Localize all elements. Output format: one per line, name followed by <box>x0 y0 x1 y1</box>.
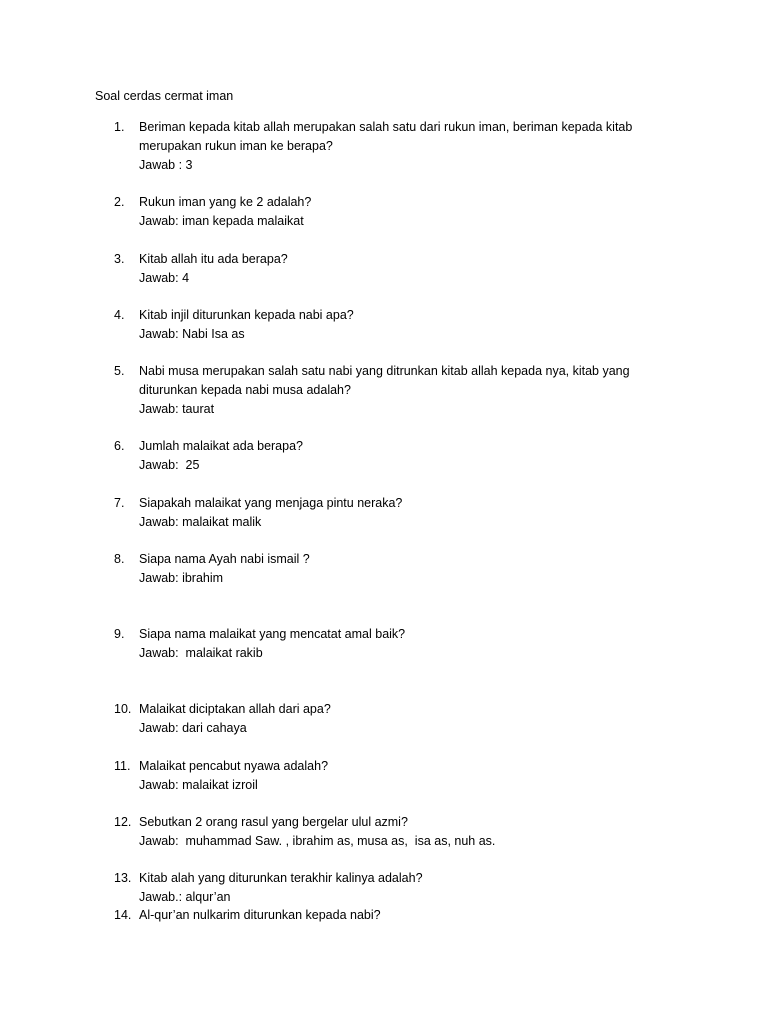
question-number: 10. <box>114 702 132 716</box>
question-text: Kitab alah yang diturunkan terakhir kalinya adalah? <box>139 871 423 885</box>
answer-text: Jawab : 3 <box>139 158 193 172</box>
answer-text: Jawab: dari cahaya <box>139 721 247 735</box>
question-number: 6. <box>114 439 125 453</box>
answer-text: Jawab: 25 <box>139 458 200 472</box>
question-number: 3. <box>114 252 125 266</box>
question-item <box>114 437 674 475</box>
question-item <box>114 306 674 344</box>
answer-text: Jawab: malaikat malik <box>139 515 262 529</box>
question-number: 9. <box>114 627 125 641</box>
question-text: Siapakah malaikat yang menjaga pintu neraka? <box>139 496 403 510</box>
answer-text: Jawab: taurat <box>139 402 215 416</box>
question-text: Rukun iman yang ke 2 adalah? <box>139 195 312 209</box>
answer-text: Jawab: malaikat rakib <box>139 646 263 660</box>
question-item <box>114 813 674 851</box>
question-text: Siapa nama malaikat yang mencatat amal baik? <box>139 627 406 641</box>
question-item <box>114 362 674 419</box>
question-item <box>114 700 674 738</box>
answer-text: Jawab: 4 <box>139 271 190 285</box>
question-number: 5. <box>114 364 125 378</box>
question-item <box>114 869 674 907</box>
question-item <box>114 193 674 231</box>
question-text: Malaikat pencabut nyawa adalah? <box>139 759 329 773</box>
question-text: Sebutkan 2 orang rasul yang bergelar ulul azmi? <box>139 815 408 829</box>
answer-text: Jawab.: alqur’an <box>139 890 231 904</box>
question-item <box>114 757 674 795</box>
question-number: 13. <box>114 871 132 885</box>
question-item <box>114 494 674 532</box>
question-number: 12. <box>114 815 132 829</box>
answer-text: Jawab: ibrahim <box>139 571 224 585</box>
answer-text: Jawab: muhammad Saw. , ibrahim as, musa as, isa as, nuh as. <box>139 834 496 848</box>
answer-text: Jawab: Nabi Isa as <box>139 327 245 341</box>
question-item <box>114 550 674 588</box>
question-text: Beriman kepada kitab allah merupakan salah satu dari rukun iman, beriman kepada kitab merupakan rukun iman ke berapa? <box>139 120 633 153</box>
question-item <box>114 118 674 175</box>
question-text: Al-qur’an nulkarim diturunkan kepada nabi? <box>139 908 381 922</box>
question-number: 14. <box>114 908 132 922</box>
question-text: Kitab allah itu ada berapa? <box>139 252 288 266</box>
question-number: 7. <box>114 496 125 510</box>
question-number: 2. <box>114 195 125 209</box>
question-text: Jumlah malaikat ada berapa? <box>139 439 303 453</box>
question-number: 8. <box>114 552 125 566</box>
question-text: Kitab injil diturunkan kepada nabi apa? <box>139 308 354 322</box>
question-number: 11. <box>114 759 131 773</box>
question-item <box>114 906 674 925</box>
question-number: 1. <box>114 120 125 134</box>
question-item <box>114 250 674 288</box>
answer-text: Jawab: iman kepada malaikat <box>139 214 304 228</box>
question-number: 4. <box>114 308 125 322</box>
document-title: Soal cerdas cermat iman <box>95 89 234 103</box>
answer-text: Jawab: malaikat izroil <box>139 778 258 792</box>
question-text: Nabi musa merupakan salah satu nabi yang ditrunkan kitab allah kepada nya, kitab yang diturunkan kepada nabi musa adalah? <box>139 364 630 397</box>
question-text: Malaikat diciptakan allah dari apa? <box>139 702 331 716</box>
question-text: Siapa nama Ayah nabi ismail ? <box>139 552 310 566</box>
question-item <box>114 625 674 663</box>
